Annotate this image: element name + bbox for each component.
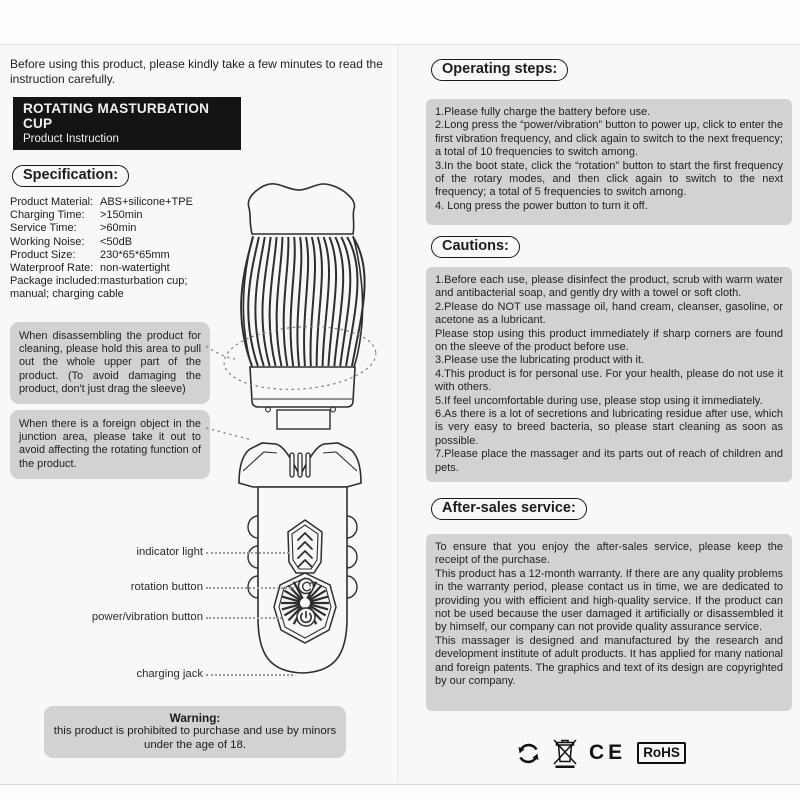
leader-rotation-button xyxy=(206,587,294,589)
spec-label: Working Noise: xyxy=(10,235,85,248)
leader-indicator-light xyxy=(206,552,289,554)
certification-marks xyxy=(516,738,686,768)
product-subtitle: Product Instruction xyxy=(23,133,119,145)
cup-connector xyxy=(277,410,330,429)
spec-value: >150min xyxy=(100,209,143,222)
spec-overflow-line: manual; charging cable xyxy=(10,288,124,301)
spec-value: masturbation cup; xyxy=(100,275,188,288)
callout-foreign-object-note: When there is a foreign object in the junction area, please take it out to avoid affecting the rotating function of the product. xyxy=(10,410,210,479)
warning-box xyxy=(44,706,346,758)
label-power-vibration-button: power/vibration button xyxy=(91,611,203,623)
band-nub-left xyxy=(266,407,271,412)
cautions-heading: Cautions: xyxy=(431,236,520,258)
label-rotation-button: rotation button xyxy=(130,581,203,593)
vent-slots-icon xyxy=(290,453,310,477)
grip-bumps-right xyxy=(347,516,357,598)
spec-label: Charging Time: xyxy=(10,209,85,222)
label-charging-jack: charging jack xyxy=(136,668,203,680)
leader-power-vibration-button xyxy=(206,617,282,619)
operating-step: 3.In the boot state, click the “rotation” button to start the first frequency of the rotary modes, and then click again to switch to the next frequency; a total of 5 frequencies to switch among. xyxy=(435,159,783,199)
band-nub-right xyxy=(331,407,336,412)
caution-item: 5.If feel uncomfortable during use, please stop using it immediately. xyxy=(435,394,763,407)
indicator-panel xyxy=(288,520,322,573)
caution-item: 6.As there is a lot of secretions and lubricating residue after use, which is very easy to breed bacteria, so please start cleaning as soon as possible. xyxy=(435,408,783,447)
spec-value: >60min xyxy=(100,222,137,235)
operating-steps-heading: Operating steps: xyxy=(431,59,568,81)
cautions-box xyxy=(426,267,792,482)
green-dot-recycle-icon xyxy=(516,741,541,766)
spec-label: Waterproof Rate: xyxy=(10,262,94,275)
after-sales-paragraph: To ensure that you enjoy the after-sales service, please keep the receipt of the purchase. xyxy=(435,541,783,567)
ce-mark: CE xyxy=(589,741,627,764)
spec-label: Package included: xyxy=(10,275,100,288)
operating-step: 2.Long press the “power/vibration” button to power up, click to enter the first vibration frequency, and click again to switch to the next frequency; a total of 10 frequencies to switch among. xyxy=(435,119,783,159)
spec-value: ABS+silicone+TPE xyxy=(100,196,193,208)
spec-value: 230*65*65mm xyxy=(100,248,170,261)
caution-item: 7.Please place the massager and its parts out of reach of children and pets. xyxy=(435,448,783,474)
title-bar xyxy=(13,97,241,150)
weee-crossed-bin-icon xyxy=(552,738,578,768)
cup-band xyxy=(250,367,355,407)
caution-item: 2.Please do NOT use massage oil, hand cream, cleanser, gasoline, or acetone as a lubricant. xyxy=(435,300,783,327)
caution-item: 3.Please use the lubricating product with it. xyxy=(435,354,645,367)
caution-item: Please stop using this product immediately if sharp corners are found on the sleeve of the product before use. xyxy=(435,327,783,354)
leader-charging-jack xyxy=(206,674,293,676)
cup-cap xyxy=(248,184,354,234)
callout2-leader xyxy=(206,428,252,440)
operating-step: 1.Please fully charge the battery before use. xyxy=(435,106,651,118)
label-indicator-light: indicator light xyxy=(136,546,203,558)
caution-item: 4.This product is for personal use. For your health, please do not use it with others. xyxy=(435,367,783,394)
spec-label: Product Material: xyxy=(10,196,94,208)
product-title: ROTATING MASTURBATION CUP xyxy=(23,101,210,131)
operating-steps-box xyxy=(426,99,792,225)
specification-heading: Specification: xyxy=(12,165,129,187)
spec-label: Service Time: xyxy=(10,222,77,235)
intro-text: Before using this product, please kindly take a few minutes to read the instruction carefully. xyxy=(10,57,383,86)
rohs-badge: RoHS xyxy=(637,742,686,764)
warning-title: Warning: xyxy=(169,711,221,725)
device-illustration xyxy=(200,170,400,710)
warning-text: this product is prohibited to purchase and use by minors under the age of 18. xyxy=(53,725,337,751)
after-sales-paragraph: This massager is designed and manufactured by the research and development institute of adult products. It has applied for many national and foreign patents. The graphics and text of its design are copyrighted by our company. xyxy=(435,634,783,688)
after-sales-heading: After-sales service: xyxy=(431,498,587,520)
callout-disassembly-note: When disassembling the product for cleaning, please hold this area to pull out the whole upper part of the product. (To avoid damaging the product, don't just drag the sleeve) xyxy=(10,322,210,404)
spec-label: Product Size: xyxy=(10,248,76,261)
after-sales-paragraph: This product has a 12-month warranty. If there are any quality problems in the warranty period, please contact us in time, we are dedicated to providing you with efficient and high-quality service. If the product can not be used because the user damaged it artificially or disassembled it by himself, our company can not provide quality assurance service. xyxy=(435,567,783,634)
spec-value: <50dB xyxy=(100,235,133,248)
grip-bumps-left xyxy=(248,516,258,598)
caution-item: 1.Before each use, please disinfect the product, scrub with warm water and antibacterial soap, and gently dry with a towel or soft cloth. xyxy=(435,274,783,300)
spiral-stripes xyxy=(241,237,364,366)
callout1-leader xyxy=(206,346,235,359)
operating-step: 4. Long press the power button to turn it off. xyxy=(435,199,648,212)
after-sales-box xyxy=(426,534,792,711)
spec-value: non-watertight xyxy=(100,262,170,275)
